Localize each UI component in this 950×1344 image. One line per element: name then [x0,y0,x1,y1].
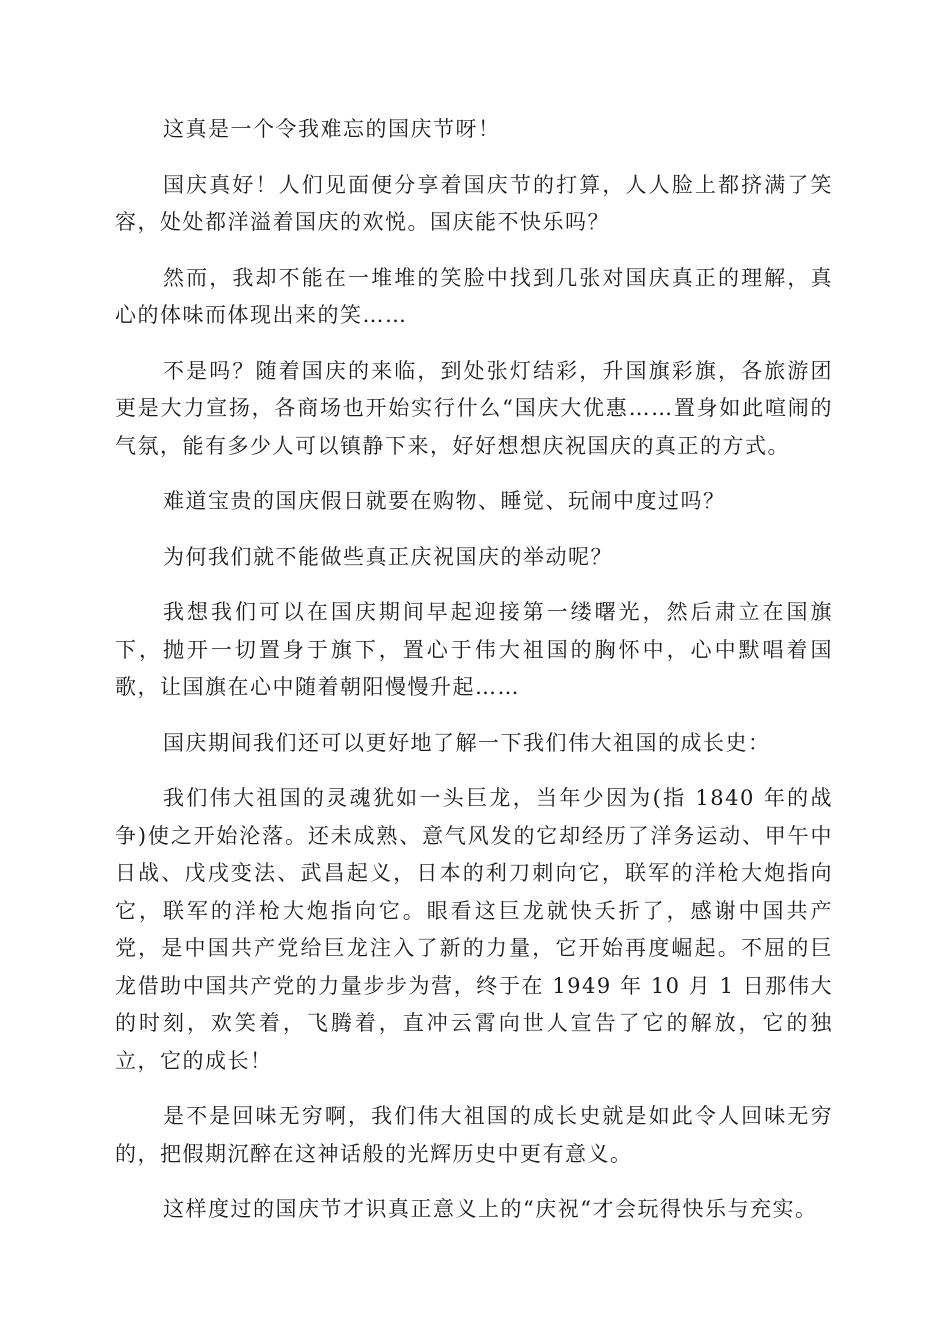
paragraph-8: 国庆期间我们还可以更好地了解一下我们伟大祖国的成长史： [163,730,771,755]
paragraph-9: 我们伟大祖国的灵魂犹如一头巨龙，当年少因为(指 1840 年的战争)使之开始沦落。还未成熟、意气风发的它却经历了洋务运动、甲午中日战、戊戌变法、武昌起义，日本的利刀刺向它，联军的洋枪大炮指向它，联军的洋枪大炮指向它。眼看这巨龙就快夭折了，感谢中国共产党，是中国共产党给巨龙注入了新的力量，它开始再度崛起。不屈的巨龙借助中国共产党的力量步步为营，终于在 1949 年 10 月 1 日那伟大的时刻，欢笑着，飞腾着，直冲云霄向世人宣告了它的解放，它的独立，它的成长！ [115,786,833,1073]
document-body [115,111,833,1247]
paragraph-10: 是不是回味无穷啊，我们伟大祖国的成长史就是如此令人回味无穷的，把假期沉醉在这神话般的光辉历史中更有意义。 [115,1104,833,1166]
paragraph-7: 我想我们可以在国庆期间早起迎接第一缕曙光，然后肃立在国旗下，抛开一切置身于旗下，置心于伟大祖国的胸怀中，心中默唱着国歌，让国旗在心中随着朝阳慢慢升起…… [115,600,833,699]
paragraph-4: 不是吗？随着国庆的来临，到处张灯结彩，升国旗彩旗，各旅游团更是大力宣扬，各商场也开始实行什么“国庆大优惠……置身如此喧闹的气氛，能有多少人可以镇静下来，好好想想庆祝国庆的真正的方式。 [115,358,833,458]
paragraph-2: 国庆真好！人们见面便分享着国庆节的打算，人人脸上都挤满了笑容，处处都洋溢着国庆的欢悦。国庆能不快乐吗？ [115,172,833,234]
paragraph-5: 难道宝贵的国庆假日就要在购物、睡觉、玩闹中度过吗？ [163,489,726,513]
paragraph-11: 这样度过的国庆节才识真正意义上的“庆祝“才会玩得快乐与充实。 [163,1197,818,1221]
paragraph-1: 这真是一个令我难忘的国庆节呀！ [163,117,501,141]
paragraph-6: 为何我们就不能做些真正庆祝国庆的举动呢？ [163,544,613,569]
paragraph-3: 然而，我却不能在一堆堆的笑脸中找到几张对国庆真正的理解，真心的体味而体现出来的笑…… [115,265,833,327]
